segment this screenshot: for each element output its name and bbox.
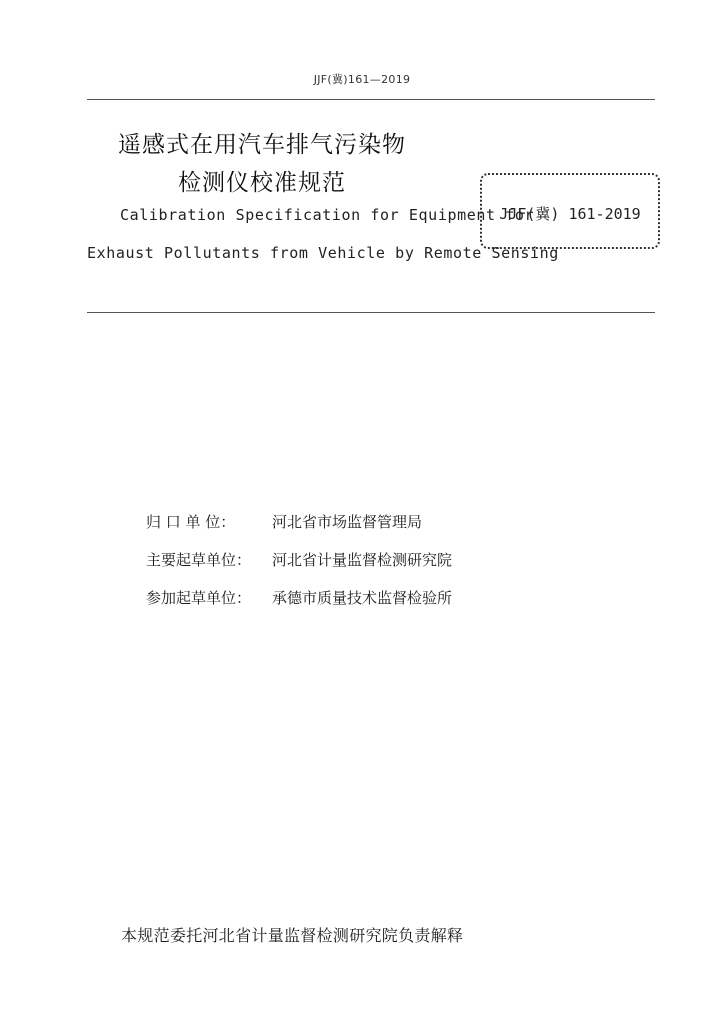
info-row-participating-drafter <box>146 587 452 608</box>
info-label: 主要起草单位： <box>146 551 252 569</box>
english-title-line-1: Calibration Specification for Equipment for <box>120 206 535 224</box>
info-row-responsible <box>146 511 422 532</box>
info-row-main-drafter <box>146 549 452 570</box>
info-value: 河北省计量监督检测研究院 <box>272 551 453 569</box>
title-line-1: 遥感式在用汽车排气污染物 <box>118 132 406 158</box>
interpretation-note: 本规范委托河北省计量监督检测研究院负责解释 <box>121 926 464 945</box>
title-divider <box>87 312 655 313</box>
english-title-line-2: Exhaust Pollutants from Vehicle by Remote Sensing <box>87 244 559 262</box>
document-code-header: JJF(冀)161—2019 <box>313 73 411 86</box>
info-value: 河北省市场监督管理局 <box>272 513 423 531</box>
info-value: 承德市质量技术监督检验所 <box>272 589 453 607</box>
info-label: 归 口 单 位： <box>146 513 236 531</box>
top-divider <box>87 99 655 100</box>
title-line-2: 检测仪校准规范 <box>178 170 346 196</box>
stamp-code: JJF(冀) 161-2019 <box>499 205 641 223</box>
specification-stamp <box>480 173 660 249</box>
info-label: 参加起草单位： <box>146 589 252 607</box>
